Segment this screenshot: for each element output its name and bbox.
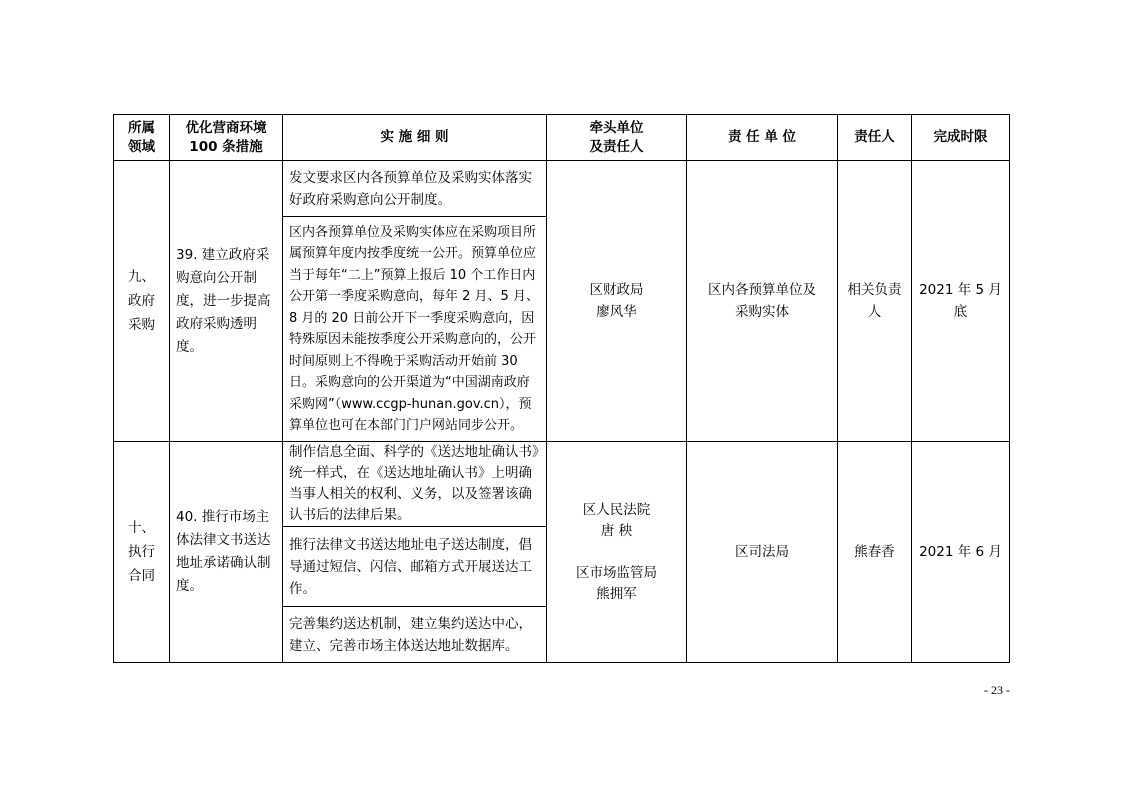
unit-cell: 区司法局 — [687, 442, 838, 663]
header-person: 责任人 — [838, 115, 912, 161]
detail-cell: 推行法律文书送达地址电子送达制度，倡 导通过短信、闪信、邮箱方式开展送达工作。 — [283, 527, 547, 607]
measures-table — [113, 114, 1010, 663]
detail-cell: 完善集约送达机制，建立集约送达中心，建立、完善市场主体送达地址数据库。 — [283, 607, 547, 663]
measure-cell: 40. 推行市场主体法律文书送达地址承诺确认制度。 — [170, 442, 283, 663]
header-domain: 所属 领域 — [114, 115, 170, 161]
deadline-cell: 2021 年 5 月底 — [912, 161, 1010, 442]
header-deadline: 完成时限 — [912, 115, 1010, 161]
unit-cell: 区内各预算单位及 采购实体 — [687, 161, 838, 442]
domain-cell: 九、 政府 采购 — [114, 161, 170, 442]
header-lead: 牵头单位 及责任人 — [547, 115, 687, 161]
detail-cell: 制作信息全面、科学的《送达地址确认书》统一样式，在《送达地址确认书》上明确当事人相关的权利、义务，以及签署该确认书后的法律后果。 — [283, 442, 547, 527]
domain-cell: 十、 执行 合同 — [114, 442, 170, 663]
header-details: 实 施 细 则 — [283, 115, 547, 161]
measure-cell: 39. 建立政府采购意向公开制度，进一步提高政府采购透明度。 — [170, 161, 283, 442]
header-measure: 优化营商环境 100 条措施 — [170, 115, 283, 161]
header-unit: 责 任 单 位 — [687, 115, 838, 161]
person-cell: 熊春香 — [838, 442, 912, 663]
lead-cell: 区人民法院 唐 秧 区市场监管局 熊拥军 — [547, 442, 687, 663]
page-number: - 23 - — [984, 683, 1010, 697]
deadline-cell: 2021 年 6 月 — [912, 442, 1010, 663]
table-row — [114, 161, 1010, 217]
person-cell: 相关负责人 — [838, 161, 912, 442]
detail-cell: 区内各预算单位及采购实体应在采购项目所属预算年度内按季度统一公开。预算单位应当于每年“二上”预算上报后 10 个工作日内公开第一季度采购意向，每年 2 月、5 月、8 月的 20 日前公开下一季度采购意向，因特殊原因未能按季度公开采购意向的，公开时间原则上不得晚于采购活动开始前 30 日。采购意向的公开渠道为“中国湖南政府采购网”（www.ccgp-hunan.gov.cn），预算单位也可在本部门门户网站同步公开。 — [283, 217, 547, 442]
header-row — [114, 115, 1010, 161]
table-row — [114, 442, 1010, 527]
lead-cell: 区财政局 廖风华 — [547, 161, 687, 442]
detail-cell: 发文要求区内各预算单位及采购实体落实好政府采购意向公开制度。 — [283, 161, 547, 217]
